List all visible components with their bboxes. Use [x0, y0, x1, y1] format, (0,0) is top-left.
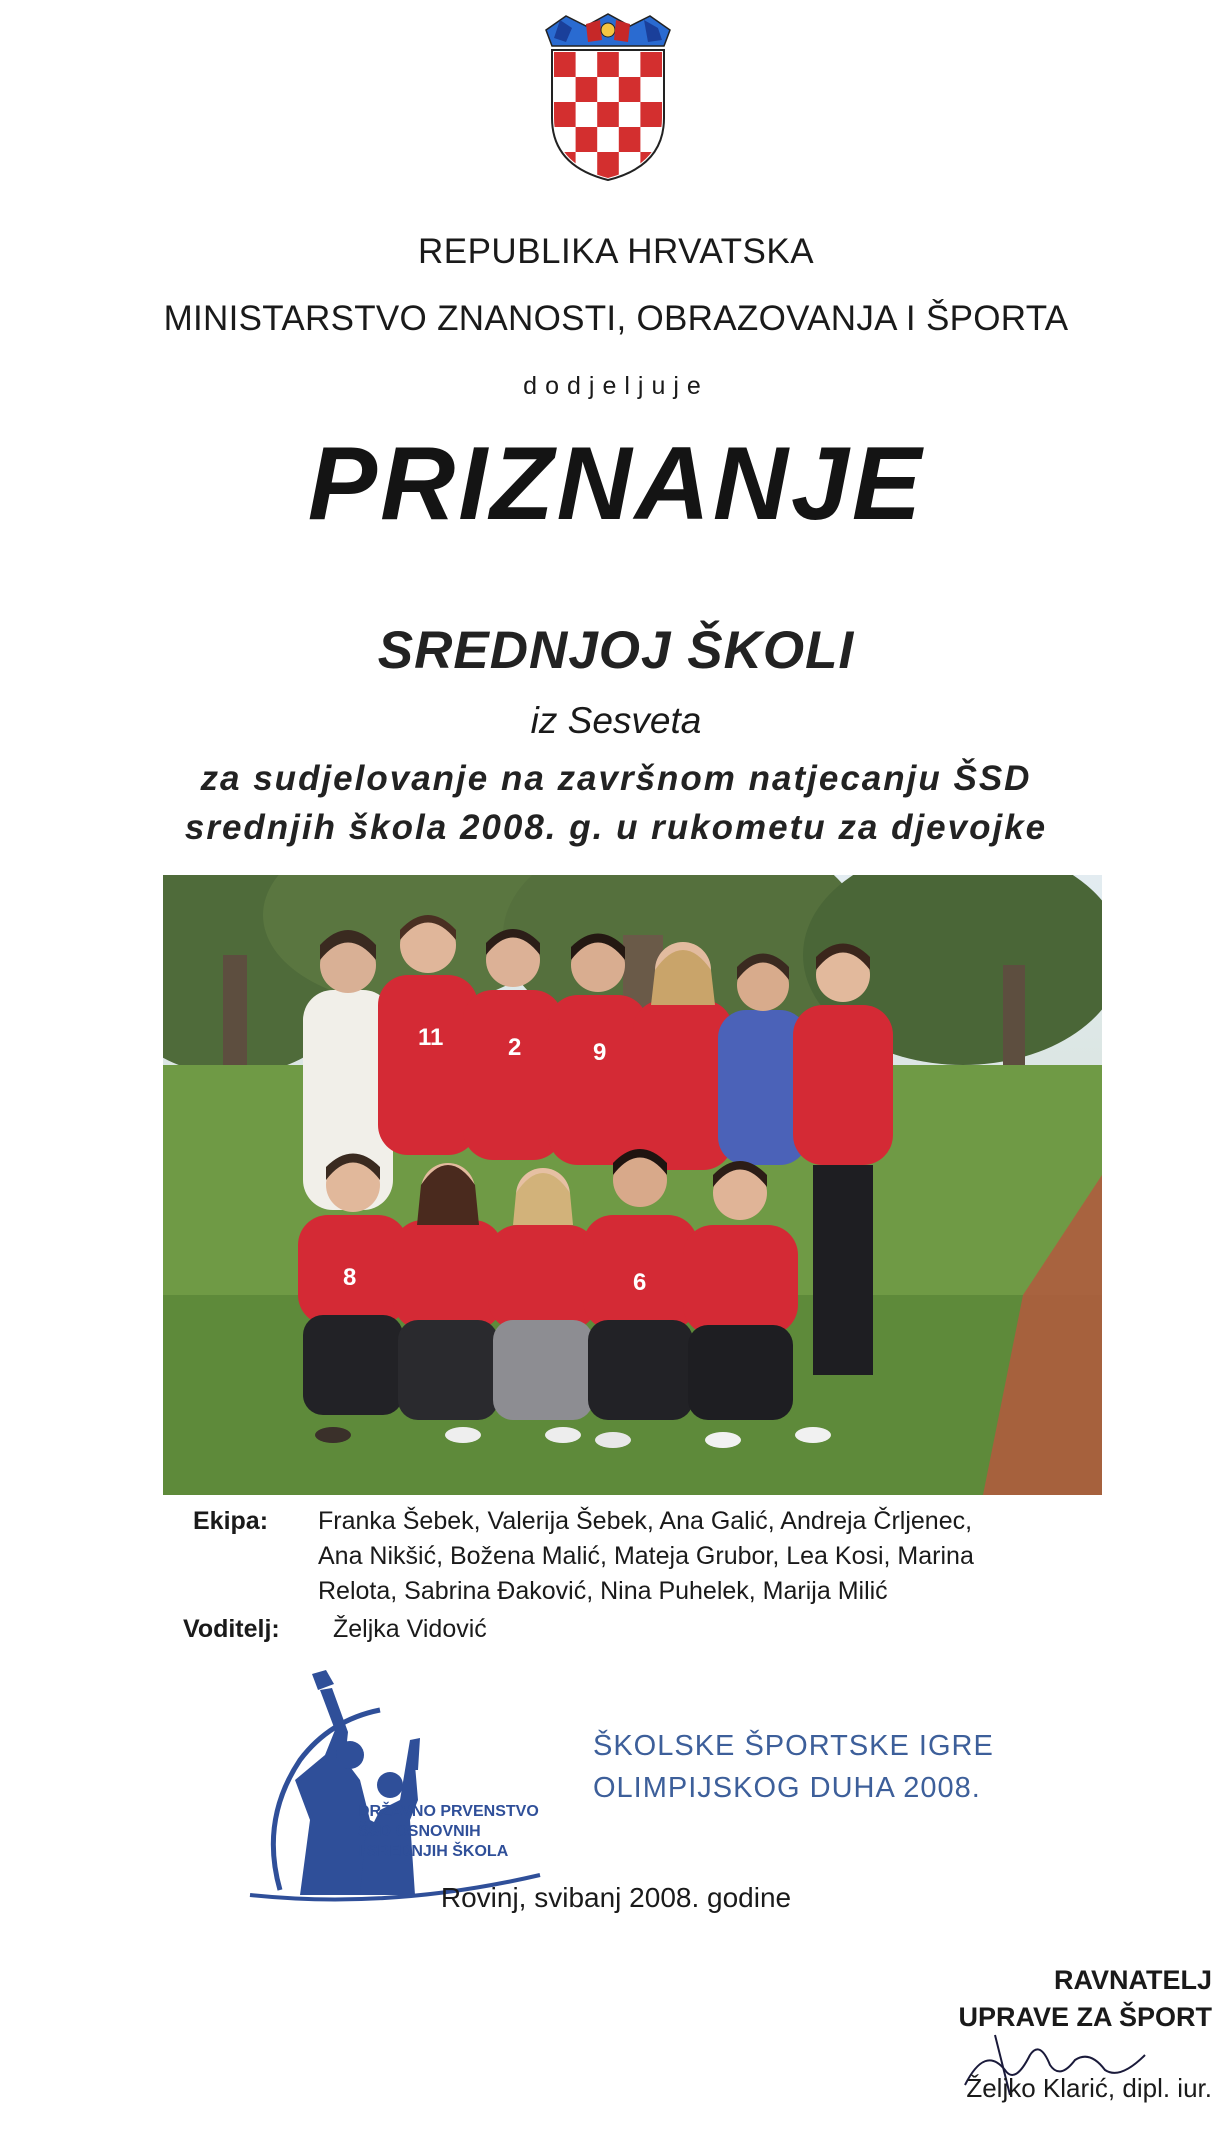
team-label: Ekipa: [193, 1507, 269, 1535]
shirt-number: 2 [508, 1034, 522, 1061]
leader-name: Željka Vidović [333, 1615, 487, 1643]
signatory-title: UPRAVE ZA ŠPORT [958, 2002, 1212, 2032]
ministry-heading: MINISTARSTVO ZNANOSTI, OBRAZOVANJA I ŠPORTA [163, 299, 1069, 338]
shirt-number: 9 [593, 1039, 607, 1066]
republic-heading: REPUBLIKA HRVATSKA [417, 232, 815, 271]
awards-text: dodjeljuje [523, 372, 709, 400]
championship-logo-icon [240, 1670, 545, 1910]
shirt-number: 11 [418, 1024, 444, 1051]
coat-of-arms-icon [538, 8, 678, 184]
signatory-name: Željko Klarić, dipl. iur. [966, 2073, 1212, 2103]
team-photo [163, 875, 1102, 1495]
leader-label: Voditelj: [183, 1615, 280, 1643]
team-members-line: Ana Nikšić, Božena Malić, Mateja Grubor, Lea Kosi, Marina [318, 1542, 974, 1570]
shirt-number: 6 [633, 1269, 647, 1296]
games-title-line: OLIMPIJSKOG DUHA 2008. [593, 1772, 981, 1804]
team-members-line: Relota, Sabrina Đaković, Nina Puhelek, Marija Milić [318, 1577, 888, 1605]
team-members-line: Franka Šebek, Valerija Šebek, Ana Galić, Andreja Črljenec, [318, 1507, 973, 1535]
games-title-line: ŠKOLSKE ŠPORTSKE IGRE [593, 1730, 994, 1762]
recipient-place: iz Sesveta [530, 700, 702, 741]
purpose-line-1: za sudjelovanje na završnom natjecanju ŠSD [200, 759, 1032, 798]
recipient-name: SREDNJOJ ŠKOLI [377, 621, 855, 680]
place-and-date: Rovinj, svibanj 2008. godine [440, 1882, 792, 1913]
logo-text: I SREDNJIH ŠKOLA [358, 1843, 509, 1860]
shirt-number: 8 [343, 1264, 357, 1291]
purpose-line-2: srednjih škola 2008. g. u rukometu za djevojke [184, 808, 1048, 847]
certificate-title: PRIZNANJE [307, 426, 925, 542]
logo-text: ŠSD OSNOVNIH [358, 1823, 481, 1840]
signatory-title: RAVNATELJ [1053, 1965, 1212, 1995]
logo-text: DRŽAVNO PRVENSTVO [358, 1803, 539, 1820]
